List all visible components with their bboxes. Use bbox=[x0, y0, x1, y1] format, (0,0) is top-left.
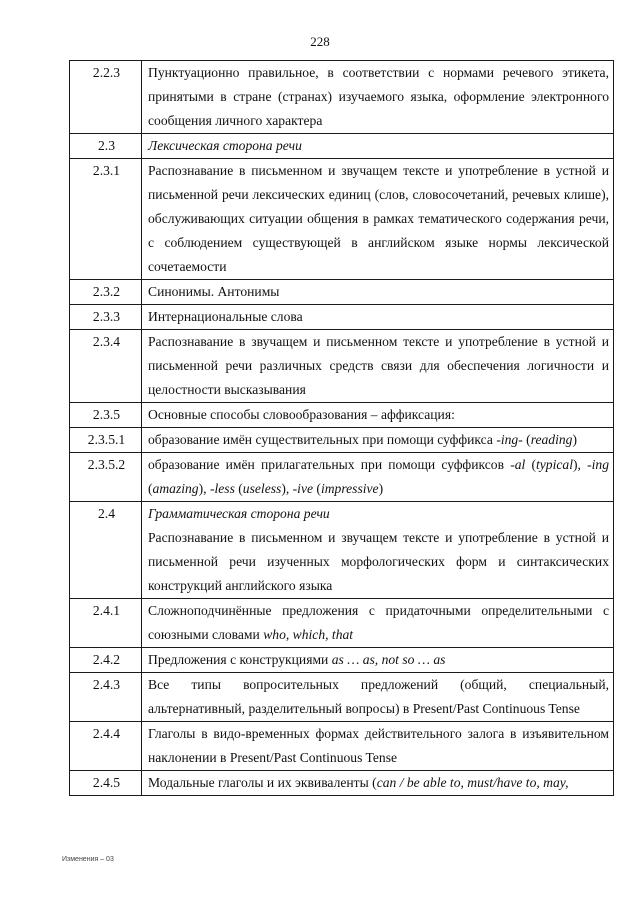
content-table bbox=[69, 60, 614, 796]
body-text: Пунктуационно правильное, в соответствии с нормами речевого этикета, принятыми в стране (странах) изучаемого языка, оформление электронного сообщения личного характера bbox=[148, 65, 609, 128]
table-row bbox=[70, 330, 614, 403]
table-row bbox=[70, 428, 614, 453]
body-text: образование имён прилагательных при помощи суффиксов bbox=[148, 457, 511, 472]
section-text bbox=[142, 428, 614, 453]
body-text: образование имён существительных при помощи суффикса bbox=[148, 432, 497, 447]
section-text bbox=[142, 280, 614, 305]
italic-text: who, which, that bbox=[263, 627, 354, 642]
table-row bbox=[70, 599, 614, 648]
section-number: 2.3.4 bbox=[70, 330, 142, 403]
page-number: 228 bbox=[310, 34, 330, 49]
body-text: ) bbox=[572, 432, 578, 447]
section-text bbox=[142, 648, 614, 673]
section-text bbox=[142, 453, 614, 502]
body-text: ( bbox=[522, 432, 531, 447]
italic-text: -ing- bbox=[496, 432, 523, 447]
table-row bbox=[70, 403, 614, 428]
table-row bbox=[70, 673, 614, 722]
section-text bbox=[142, 61, 614, 134]
italic-text: useless bbox=[242, 481, 282, 496]
section-number: 2.4.5 bbox=[70, 771, 142, 796]
section-text bbox=[142, 403, 614, 428]
section-number: 2.3.5.2 bbox=[70, 453, 142, 502]
italic-text: reading bbox=[530, 432, 573, 447]
section-number: 2.4.1 bbox=[70, 599, 142, 648]
section-number: 2.3.5.1 bbox=[70, 428, 142, 453]
body-text: Предложения с конструкциями bbox=[148, 652, 332, 667]
section-number: 2.3.5 bbox=[70, 403, 142, 428]
body-text: Распознавание в звучащем и письменном тексте и употребление в устной и письменной речи различных средств связи для обеспечения логичности и целостности высказывания bbox=[148, 334, 609, 397]
section-number: 2.4 bbox=[70, 502, 142, 599]
italic-text: -less bbox=[209, 481, 235, 496]
italic-text: -ive bbox=[292, 481, 314, 496]
table-row bbox=[70, 159, 614, 280]
italic-text: impressive bbox=[320, 481, 379, 496]
section-number: 2.3.3 bbox=[70, 305, 142, 330]
body-text: Синонимы. Антонимы bbox=[148, 284, 280, 299]
table-row bbox=[70, 61, 614, 134]
table-row bbox=[70, 280, 614, 305]
footer-note: Изменения – 03 bbox=[62, 856, 114, 863]
section-text bbox=[142, 305, 614, 330]
body-text: ( bbox=[234, 481, 243, 496]
italic-text: can / be able to, must/have to, may, bbox=[376, 775, 569, 790]
body-text: Модальные глаголы и их эквиваленты ( bbox=[148, 775, 377, 790]
body-text: Распознавание в письменном и звучащем тексте и употребление в устной и письменной речи изученных морфологических форм и синтаксических конструкций английского языка bbox=[148, 530, 609, 593]
italic-text: Грамматическая сторона речи bbox=[148, 506, 330, 521]
section-text bbox=[142, 722, 614, 771]
body-text: ( bbox=[313, 481, 321, 496]
section-text bbox=[142, 502, 614, 599]
italic-text: -ing bbox=[587, 457, 609, 472]
body-text: ), bbox=[281, 481, 293, 496]
table-row bbox=[70, 648, 614, 673]
table-row bbox=[70, 502, 614, 599]
section-number: 2.4.3 bbox=[70, 673, 142, 722]
body-text: ), bbox=[198, 481, 210, 496]
table-row bbox=[70, 722, 614, 771]
body-text: Все типы вопросительных предложений (общий, специальный, альтернативный, разделительный вопросы) в Present/Past Continuous Tense bbox=[148, 677, 609, 716]
body-text: Сложноподчинённые предложения с придаточными определительными с союзными словами bbox=[148, 603, 609, 642]
section-text bbox=[142, 134, 614, 159]
body-text: Глаголы в видо-временных формах действительного залога в изъявительном наклонении в Present/Past Continuous Tense bbox=[148, 726, 609, 765]
italic-text: -al bbox=[510, 457, 526, 472]
table-body bbox=[70, 61, 614, 796]
section-number: 2.4.2 bbox=[70, 648, 142, 673]
section-number: 2.2.3 bbox=[70, 61, 142, 134]
italic-text: Лексическая сторона речи bbox=[148, 138, 302, 153]
body-text: ), bbox=[573, 457, 588, 472]
section-number: 2.3.2 bbox=[70, 280, 142, 305]
section-text bbox=[142, 159, 614, 280]
table-row bbox=[70, 134, 614, 159]
section-text bbox=[142, 771, 614, 796]
italic-text: amazing bbox=[152, 481, 199, 496]
section-text bbox=[142, 599, 614, 648]
italic-text: as … as, not so … as bbox=[331, 652, 446, 667]
body-text: ( bbox=[525, 457, 536, 472]
body-text: ( bbox=[148, 481, 153, 496]
section-number: 2.4.4 bbox=[70, 722, 142, 771]
body-text: Основные способы словообразования – аффиксация: bbox=[148, 407, 455, 422]
body-text: ) bbox=[378, 481, 384, 496]
section-number: 2.3.1 bbox=[70, 159, 142, 280]
section-number: 2.3 bbox=[70, 134, 142, 159]
italic-text: typical bbox=[536, 457, 573, 472]
table-row bbox=[70, 771, 614, 796]
body-text: Распознавание в письменном и звучащем тексте и употребление в устной и письменной речи лексических единиц (слов, словосочетаний, речевых клише), обслуживающих ситуации общения в рамках тематического содержания речи, с соблюдением существующей в английском языке нормы лексической сочетаемости bbox=[148, 163, 609, 274]
table-row bbox=[70, 305, 614, 330]
table-row bbox=[70, 453, 614, 502]
body-text: Интернациональные слова bbox=[148, 309, 303, 324]
section-text bbox=[142, 673, 614, 722]
section-text bbox=[142, 330, 614, 403]
